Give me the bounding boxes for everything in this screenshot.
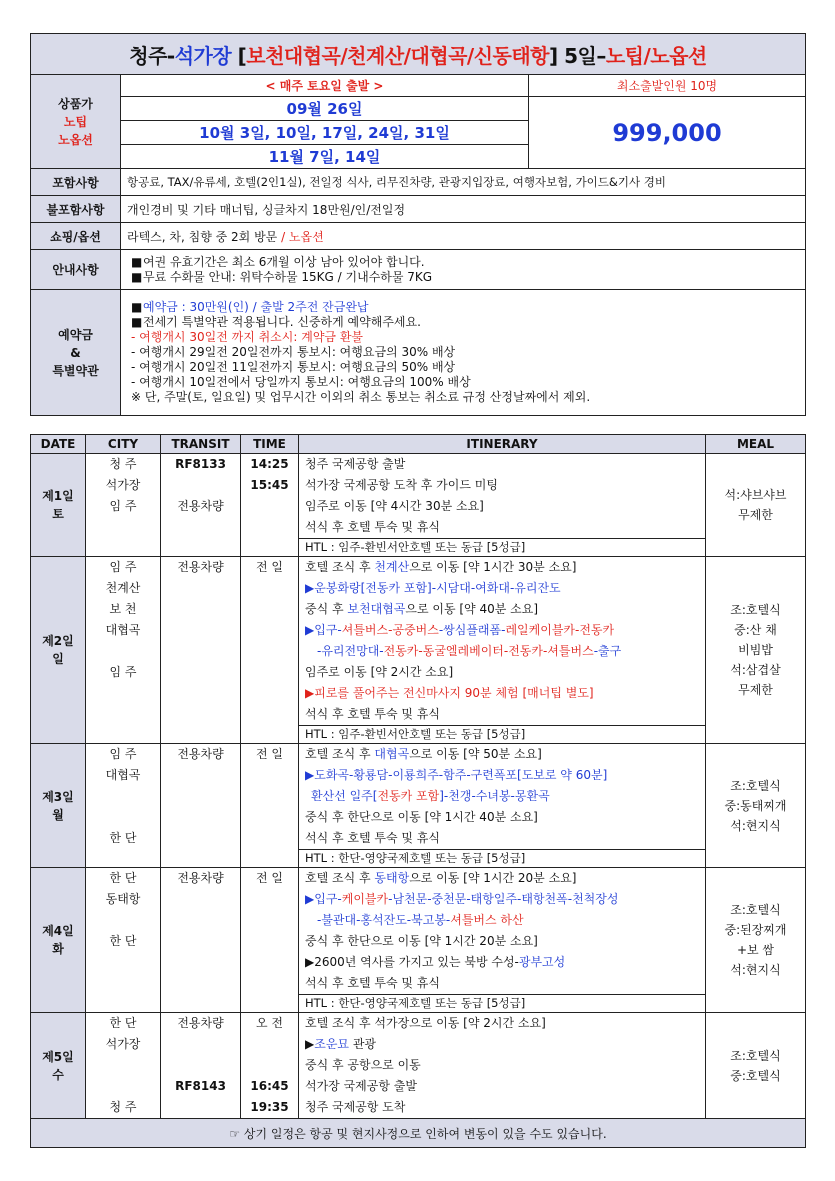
meal: 중:된장찌개	[724, 923, 787, 937]
hotel-line: HTL : 임주-환빈서안호텔 또는 동급 [5성급]	[299, 538, 705, 556]
city: 대협곡	[105, 623, 141, 637]
city: 보 천	[109, 602, 137, 616]
price-label	[31, 75, 121, 169]
transport: 전동카 포함	[377, 789, 440, 803]
city-cell	[86, 557, 161, 744]
booking-deposit: ■예약금 : 30만원(인) / 출발 2주전 잔금완납	[131, 300, 369, 314]
itinerary-line: 중식 후 한단으로 이동 [약 1시간 20분 소요]	[305, 934, 538, 948]
meal: 무제한	[738, 683, 773, 697]
time: 전 일	[256, 560, 283, 574]
date-november: 11월 7일, 14일	[121, 145, 529, 169]
no-tip-label: 노팁	[63, 114, 88, 129]
meal: 무제한	[738, 508, 773, 522]
booking-label	[31, 290, 121, 416]
itinerary-line: 중식 후 공항으로 이동	[305, 1058, 421, 1072]
city: 청 주	[109, 457, 137, 471]
spot: 조운묘	[314, 1037, 350, 1051]
title-duration: ] 5일–	[549, 43, 606, 68]
day-row	[31, 1013, 806, 1119]
transit-cell	[161, 744, 241, 868]
page-title	[31, 34, 806, 75]
itinerary-line: ▶운봉화랑[전동카 포함]-시담대-여화대-유리잔도	[305, 581, 561, 595]
booking-label-line: 특별약관	[52, 363, 99, 378]
time-cell	[241, 868, 299, 1013]
date-september: 09월 26일	[121, 97, 529, 121]
meal: +보 쌈	[736, 943, 775, 957]
city-cell	[86, 1013, 161, 1119]
price-label-line: 상품가	[58, 96, 93, 111]
day-weekday: 화	[52, 942, 64, 956]
cancel-note: ※ 단, 주말(토, 일요일) 및 업무시간 이외의 취소 통보는 취소료 규정 산정날짜에서 제외.	[131, 390, 591, 404]
itinerary-table	[30, 434, 806, 1148]
shopping-label: 쇼핑/옵션	[31, 223, 121, 250]
text: 으로 이동 [약 40분 소요]	[405, 602, 539, 616]
itinerary-cell	[299, 1013, 706, 1119]
day-label	[31, 1013, 86, 1119]
meal: 조:호텔식	[730, 1048, 781, 1063]
itinerary-line	[305, 910, 705, 931]
spot: -쌍심플래폼-	[438, 623, 506, 637]
text: 호텔 조식 후	[305, 560, 375, 574]
no-option-label: 노옵션	[58, 132, 93, 147]
itinerary-line: ▶도화곡-황룡담-이룡희주-함주-구련폭포[도보로 약 60분]	[305, 768, 608, 782]
header-date: DATE	[31, 435, 86, 454]
city: 대협곡	[105, 768, 141, 782]
city	[86, 786, 160, 807]
transit: 전용차량	[177, 871, 224, 885]
day-number: 제1일	[42, 489, 74, 503]
city: 임 주	[109, 665, 137, 679]
day-label	[31, 557, 86, 744]
header-transit: TRANSIT	[161, 435, 241, 454]
city-cell	[86, 454, 161, 557]
itinerary-line: 임주로 이동 [약 2시간 소요]	[305, 665, 454, 679]
spot: ▶입구-	[305, 892, 342, 906]
spot: -출구	[593, 644, 622, 658]
time: 14:25	[250, 457, 289, 471]
meal: 조:호텔식	[730, 778, 781, 793]
itinerary-line	[305, 889, 705, 910]
time: 전 일	[256, 747, 283, 761]
deposit-text: 예약금 : 30만원(인) / 출발 2주전 잔금완납	[143, 300, 369, 314]
meal: 중:호텔식	[730, 1068, 781, 1083]
day-number: 제5일	[42, 1049, 74, 1064]
transport: 셔틀버스 하산	[450, 913, 524, 927]
title-bracket-open: [	[231, 43, 247, 68]
itinerary-line	[305, 620, 705, 641]
min-people: 최소출발인원 10명	[529, 75, 806, 97]
transit	[161, 1055, 240, 1076]
meal-cell	[706, 868, 806, 1013]
time-cell	[241, 454, 299, 557]
time: 16:45	[250, 1079, 289, 1093]
included-text: 항공료, TAX/유류세, 호텔(2인1실), 전일정 식사, 리무진차량, 관광지입장료, 여행자보험, 가이드&기사 경비	[121, 169, 806, 196]
time	[241, 1034, 298, 1055]
transit: 전용차량	[177, 499, 224, 513]
day-weekday: 토	[52, 507, 64, 521]
spot: -유리전망대-	[317, 644, 384, 658]
title-origin: 청주-	[129, 43, 175, 68]
text: 으로 이동 [약 1시간 30분 소요]	[409, 560, 577, 574]
text: 호텔 조식 후	[305, 747, 375, 761]
meal: 중:동태찌개	[724, 798, 787, 813]
day-row	[31, 557, 806, 744]
excluded-text: 개인경비 및 기타 매너팁, 싱글차지 18만원/인/전일정	[121, 196, 806, 223]
transit: 전용차량	[177, 1016, 224, 1030]
itinerary-line	[305, 744, 705, 765]
day-label	[31, 454, 86, 557]
guide-item: ■무료 수화물 안내: 위탁수하물 15KG / 기내수하물 7KG	[131, 269, 433, 284]
cancel-rule: - 여행개시 29일전 20일전까지 통보시: 여행요금의 30% 배상	[131, 345, 456, 359]
header-meal: MEAL	[706, 435, 806, 454]
transport: 셔틀버스-공중버스	[341, 623, 439, 637]
text: 관광	[349, 1037, 377, 1051]
spot: 동태항	[374, 871, 410, 885]
shopping-text	[121, 223, 806, 250]
itinerary-footer-note: ☞ 상기 일정은 항공 및 현지사정으로 인하여 변동이 있을 수도 있습니다.	[31, 1119, 806, 1148]
special-text: 전세기 특별약관 적용됩니다. 신중하게 예약해주세요.	[143, 315, 421, 329]
transport: 전동카-동굴엘레베이터-전동카-셔틀버스	[383, 644, 594, 658]
transit-cell	[161, 868, 241, 1013]
transit	[161, 1034, 240, 1055]
departure-note: < 매주 토요일 출발 >	[121, 75, 529, 97]
excluded-label: 불포함사항	[31, 196, 121, 223]
itinerary-cell	[299, 557, 706, 744]
time: 15:45	[250, 478, 289, 492]
meal-cell	[706, 744, 806, 868]
text: ▶2600년 역사를 가지고 있는 북방 수성-	[305, 955, 519, 969]
itinerary-line	[305, 1034, 705, 1055]
city-cell	[86, 744, 161, 868]
meal-cell	[706, 454, 806, 557]
cancel-rule: - 여행개시 30일전 까지 취소시: 계약금 환불	[131, 330, 364, 344]
guide-text	[121, 250, 806, 290]
booking-label-line: &	[70, 345, 81, 360]
spot: 천계산	[374, 560, 410, 574]
transport: 케이블카	[341, 892, 389, 906]
meal: 비빔밥	[738, 643, 773, 657]
date-october: 10월 3일, 10일, 17일, 24일, 31일	[121, 121, 529, 145]
day-number: 제4일	[42, 924, 74, 938]
city: 청 주	[109, 1100, 137, 1114]
booking-label-line: 예약금	[58, 327, 93, 342]
day-number: 제3일	[42, 789, 74, 804]
city: 천계산	[105, 581, 141, 595]
booking-terms	[121, 290, 806, 416]
city: 한 단	[109, 871, 137, 885]
city: 동태항	[105, 892, 141, 906]
itinerary-line: 임주로 이동 [약 4시간 30분 소요]	[305, 499, 484, 513]
meal-cell	[706, 557, 806, 744]
text: 으로 이동 [약 1시간 20분 소요]	[409, 871, 577, 885]
guide-item: ■여권 유효기간은 최소 6개월 이상 남아 있어야 합니다.	[131, 254, 425, 269]
itinerary-line: 청주 국제공항 출발	[305, 457, 406, 471]
meal: 석:현지식	[730, 963, 781, 977]
itinerary-line: 석가장 국제공항 도착 후 가이드 미팅	[305, 478, 498, 492]
city	[86, 1055, 160, 1076]
meal: 석:샤브샤브	[724, 488, 787, 502]
time: 오 전	[256, 1016, 283, 1030]
price: 999,000	[529, 97, 806, 169]
time-cell	[241, 557, 299, 744]
itinerary-line	[305, 599, 705, 620]
text: 호텔 조식 후	[305, 871, 375, 885]
itinerary-line: 석식 후 호텔 투숙 및 휴식	[305, 831, 440, 845]
itinerary-line	[305, 641, 705, 662]
meal: 중:산 채	[734, 623, 777, 637]
time: 전 일	[256, 871, 283, 885]
city	[86, 641, 160, 662]
itinerary-cell	[299, 454, 706, 557]
cancel-rule: - 여행개시 20일전 11일전까지 통보시: 여행요금의 50% 배상	[131, 360, 456, 374]
transit-cell	[161, 454, 241, 557]
hotel-line: HTL : 한단-영양국제호텔 또는 동급 [5성급]	[299, 849, 705, 867]
city: 임 주	[109, 499, 137, 513]
city: 임 주	[109, 560, 137, 574]
city: 임 주	[109, 747, 137, 761]
text: 중식 후	[305, 602, 348, 616]
city	[86, 807, 160, 828]
spot: 대협곡	[374, 747, 410, 761]
itinerary-line: ▶피로를 풀어주는 전신마사지 90분 체험 [매너팁 별도]	[305, 686, 594, 700]
day-number: 제2일	[42, 634, 74, 648]
transit: 전용차량	[177, 560, 224, 574]
transport: 레일케이블카-전동카	[505, 623, 615, 637]
spot: ▶입구-	[305, 623, 342, 637]
guide-item-text: 여권 유효기간은 최소 6개월 이상 남아 있어야 합니다.	[143, 254, 425, 269]
guide-label: 안내사항	[31, 250, 121, 290]
itinerary-line	[305, 786, 705, 807]
itinerary-line: 석가장 국제공항 출발	[305, 1079, 417, 1093]
city: 석가장	[105, 478, 141, 492]
text: 으로 이동 [약 50분 소요]	[409, 747, 542, 761]
day-weekday: 일	[52, 652, 64, 666]
itinerary-line: 청주 국제공항 도착	[305, 1100, 406, 1114]
spot: -남천문-중천문-태항일주-태항천폭-천척장성	[388, 892, 619, 906]
itinerary-line: 석식 후 호텔 투숙 및 휴식	[305, 976, 440, 990]
itinerary-line: 석식 후 호텔 투숙 및 휴식	[305, 707, 440, 721]
itinerary-cell	[299, 868, 706, 1013]
title-no-tip: 노팁/노옵션	[605, 43, 707, 68]
day-weekday: 월	[52, 807, 64, 822]
guide-item-text: 무료 수화물 안내: 위탁수하물 15KG / 기내수하물 7KG	[143, 269, 433, 284]
transit	[161, 475, 240, 496]
spot: 광부고성	[518, 955, 566, 969]
meal: 석:삼겹살	[730, 663, 781, 677]
itinerary-cell	[299, 744, 706, 868]
transit	[161, 1097, 240, 1118]
title-destination: 석가장	[174, 43, 232, 68]
day-row	[31, 868, 806, 1013]
city: 석가장	[105, 1037, 141, 1051]
day-label	[31, 744, 86, 868]
spot: -불관대-홍석잔도-북고봉-	[317, 913, 451, 927]
spot: 보천대협곡	[347, 602, 406, 616]
text: ▶	[305, 1037, 315, 1051]
flight-number: RF8133	[175, 457, 226, 471]
itinerary-line: 호텔 조식 후 석가장으로 이동 [약 2시간 소요]	[305, 1016, 546, 1030]
itinerary-line: 석식 후 호텔 투숙 및 휴식	[305, 520, 440, 534]
day-row	[31, 454, 806, 557]
transit-cell	[161, 1013, 241, 1119]
header-time: TIME	[241, 435, 299, 454]
time-cell	[241, 744, 299, 868]
flight-number: RF8143	[175, 1079, 226, 1093]
day-row	[31, 744, 806, 868]
itinerary-line	[305, 557, 705, 578]
city-cell	[86, 868, 161, 1013]
transit-cell	[161, 557, 241, 744]
city	[86, 1076, 160, 1097]
product-info-table	[30, 33, 806, 416]
hotel-line: HTL : 한단-영양국제호텔 또는 동급 [5성급]	[299, 994, 705, 1012]
itinerary-line	[305, 868, 705, 889]
day-label	[31, 868, 86, 1013]
cancel-rule: - 여행개시 10일전에서 당일까지 통보시: 여행요금의 100% 배상	[131, 375, 471, 389]
meal-cell	[706, 1013, 806, 1119]
hotel-line: HTL : 임주-환빈서안호텔 또는 동급 [5성급]	[299, 725, 705, 743]
day-weekday: 수	[52, 1067, 64, 1082]
city: 한 단	[109, 934, 137, 948]
title-spots: 보천대협곡/천계산/대협곡/신동태항	[246, 43, 549, 68]
shopping-detail: 라텍스, 차, 침향 중 2회 방문	[127, 229, 282, 244]
spot: 환산선 일주[	[311, 789, 378, 803]
meal: 석:현지식	[730, 818, 781, 833]
itinerary-line	[305, 952, 705, 973]
header-city: CITY	[86, 435, 161, 454]
meal: 조:호텔식	[730, 903, 781, 917]
city	[86, 910, 160, 931]
time	[241, 1055, 298, 1076]
time-cell	[241, 1013, 299, 1119]
meal: 조:호텔식	[730, 603, 781, 617]
booking-special: ■전세기 특별약관 적용됩니다. 신중하게 예약해주세요.	[131, 315, 421, 329]
transit: 전용차량	[177, 747, 224, 761]
header-itinerary: ITINERARY	[299, 435, 706, 454]
time: 19:35	[250, 1100, 289, 1114]
itinerary-line: 중식 후 한단으로 이동 [약 1시간 40분 소요]	[305, 810, 538, 824]
included-label: 포함사항	[31, 169, 121, 196]
city: 한 단	[109, 1016, 137, 1030]
city: 한 단	[109, 831, 137, 845]
no-option-note: / 노옵션	[281, 229, 324, 244]
spot: ]-천갱-수녀봉-몽환곡	[439, 789, 550, 803]
